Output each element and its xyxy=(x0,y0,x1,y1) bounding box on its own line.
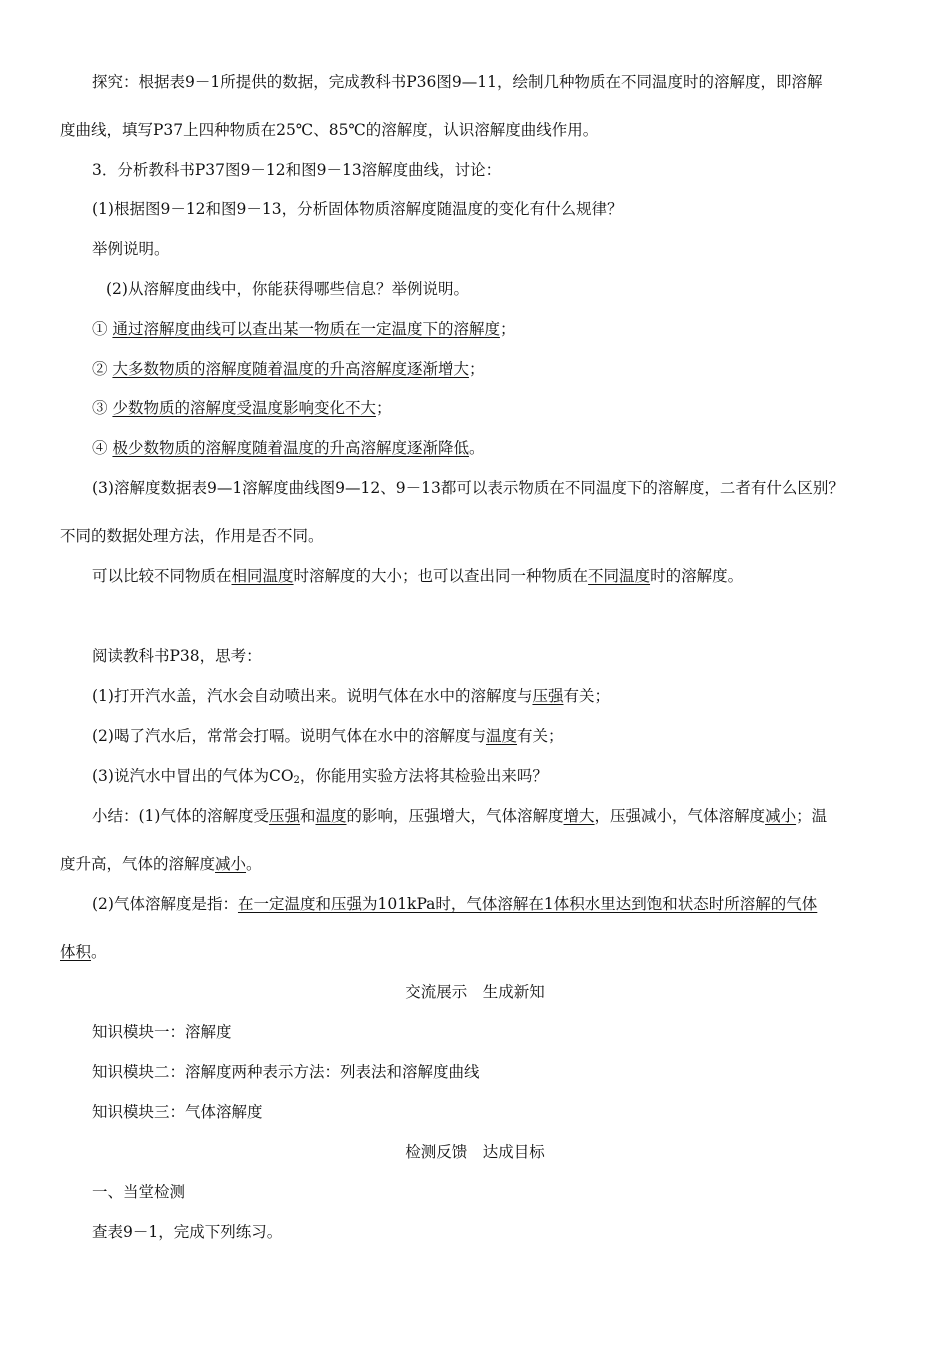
summary-text: ；温 xyxy=(796,807,828,825)
answer-underline: 大多数物质的溶解度随着温度的升高溶解度逐渐增大 xyxy=(112,360,469,378)
section-heading-exchange: 交流展示 生成新知 xyxy=(405,983,545,1001)
question-3-part-3-cont: 不同的数据处理方法，作用是否不同。 xyxy=(60,527,324,545)
question-3-part-2: (2)从溶解度曲线中，你能获得哪些信息？举例说明。 xyxy=(106,280,469,298)
item-number: ① xyxy=(92,320,108,338)
question-3-part-1: (1)根据图9－12和图9－13，分析固体物质溶解度随温度的变化有什么规律？ xyxy=(92,200,623,218)
definition-line-2 xyxy=(60,942,107,962)
answer-underline: 体积 xyxy=(60,943,92,961)
explore-line-1: 探究：根据表9－1所提供的数据，完成教科书P36图9—11，绘制几种物质在不同温度时的溶解度，即溶解 xyxy=(92,73,823,91)
reading-q2 xyxy=(92,726,564,746)
summary-text: 的影响，压强增大，气体溶解度 xyxy=(346,807,564,825)
summary-text: 。 xyxy=(246,855,262,873)
reading-title: 阅读教科书P38，思考： xyxy=(92,647,262,665)
summary-text: 度升高，气体的溶解度 xyxy=(60,855,216,873)
question-text: 有关； xyxy=(563,687,610,705)
definition-text: 。 xyxy=(91,943,107,961)
summary-text: 和 xyxy=(299,807,316,825)
answer-underline: 通过溶解度曲线可以查出某一物质在一定温度下的溶解度 xyxy=(112,320,500,338)
question-3-answer xyxy=(92,566,743,586)
question-text: (3)说汽水中冒出的气体为CO xyxy=(92,767,294,785)
knowledge-module-3: 知识模块三：气体溶解度 xyxy=(92,1103,263,1121)
info-item-2 xyxy=(92,359,484,379)
explore-line-2: 度曲线，填写P37上四种物质在25℃、85℃的溶解度，认识溶解度曲线作用。 xyxy=(60,121,599,139)
answer-text: 可以比较不同物质在 xyxy=(92,567,232,585)
info-item-1 xyxy=(92,319,515,339)
question-text: 有关； xyxy=(516,727,564,745)
answer-underline: 极少数物质的溶解度随着温度的升高溶解度逐渐降低 xyxy=(112,439,469,457)
answer-underline: 压强 xyxy=(268,807,300,825)
question-3-title: 3．分析教科书P37图9－12和图9－13溶解度曲线，讨论： xyxy=(92,161,502,179)
item-number: ④ xyxy=(92,439,108,457)
summary-line-1 xyxy=(92,806,827,826)
item-end: 。 xyxy=(468,439,485,457)
answer-underline: 在一定温度和压强为101kPa时，气体溶解在1体积水里达到饱和状态时所溶解的气体 xyxy=(237,895,818,913)
knowledge-module-1: 知识模块一：溶解度 xyxy=(92,1023,232,1041)
answer-underline: 相同温度 xyxy=(231,567,294,585)
answer-underline: 温度 xyxy=(485,727,517,745)
answer-underline: 压强 xyxy=(532,687,564,705)
knowledge-module-2: 知识模块二：溶解度两种表示方法：列表法和溶解度曲线 xyxy=(92,1063,480,1081)
summary-text: 小结：(1)气体的溶解度受 xyxy=(92,807,269,825)
info-item-3 xyxy=(92,398,391,418)
definition-line-1 xyxy=(92,894,817,914)
answer-underline: 增大 xyxy=(563,807,595,825)
summary-line-2 xyxy=(60,854,262,874)
item-end: ； xyxy=(375,399,392,417)
subscript: 2 xyxy=(293,775,300,786)
answer-underline: 减小 xyxy=(765,807,797,825)
reading-q1 xyxy=(92,686,610,706)
item-number: ③ xyxy=(92,399,108,417)
answer-text: 时的溶解度。 xyxy=(650,567,744,585)
question-3-part-3: (3)溶解度数据表9—1溶解度曲线图9—12、9－13都可以表示物质在不同温度下的溶解度，二者有什么区别？ xyxy=(92,479,844,497)
question-text: (2)喝了汽水后，常常会打嗝。说明气体在水中的溶解度与 xyxy=(92,727,486,745)
item-end: ； xyxy=(499,320,516,338)
question-3-part-1-example: 举例说明。 xyxy=(92,240,170,258)
reading-q3 xyxy=(92,766,548,786)
check-subheading: 一、当堂检测 xyxy=(92,1183,186,1201)
answer-text: 时溶解度的大小；也可以查出同一种物质在 xyxy=(293,567,589,585)
item-end: ； xyxy=(468,360,485,378)
answer-underline: 少数物质的溶解度受温度影响变化不大 xyxy=(112,399,376,417)
answer-underline: 温度 xyxy=(315,807,347,825)
section-heading-check: 检测反馈 达成目标 xyxy=(405,1143,545,1161)
answer-underline: 不同温度 xyxy=(588,567,651,585)
check-task: 查表9－1，完成下列练习。 xyxy=(92,1223,283,1241)
item-number: ② xyxy=(92,360,108,378)
definition-text: (2)气体溶解度是指： xyxy=(92,895,238,913)
answer-underline: 减小 xyxy=(215,855,247,873)
question-text: ，你能用实验方法将其检验出来吗？ xyxy=(299,767,548,785)
info-item-4 xyxy=(92,438,484,458)
summary-text: ，压强减小，气体溶解度 xyxy=(594,807,766,825)
question-text: (1)打开汽水盖，汽水会自动喷出来。说明气体在水中的溶解度与 xyxy=(92,687,533,705)
